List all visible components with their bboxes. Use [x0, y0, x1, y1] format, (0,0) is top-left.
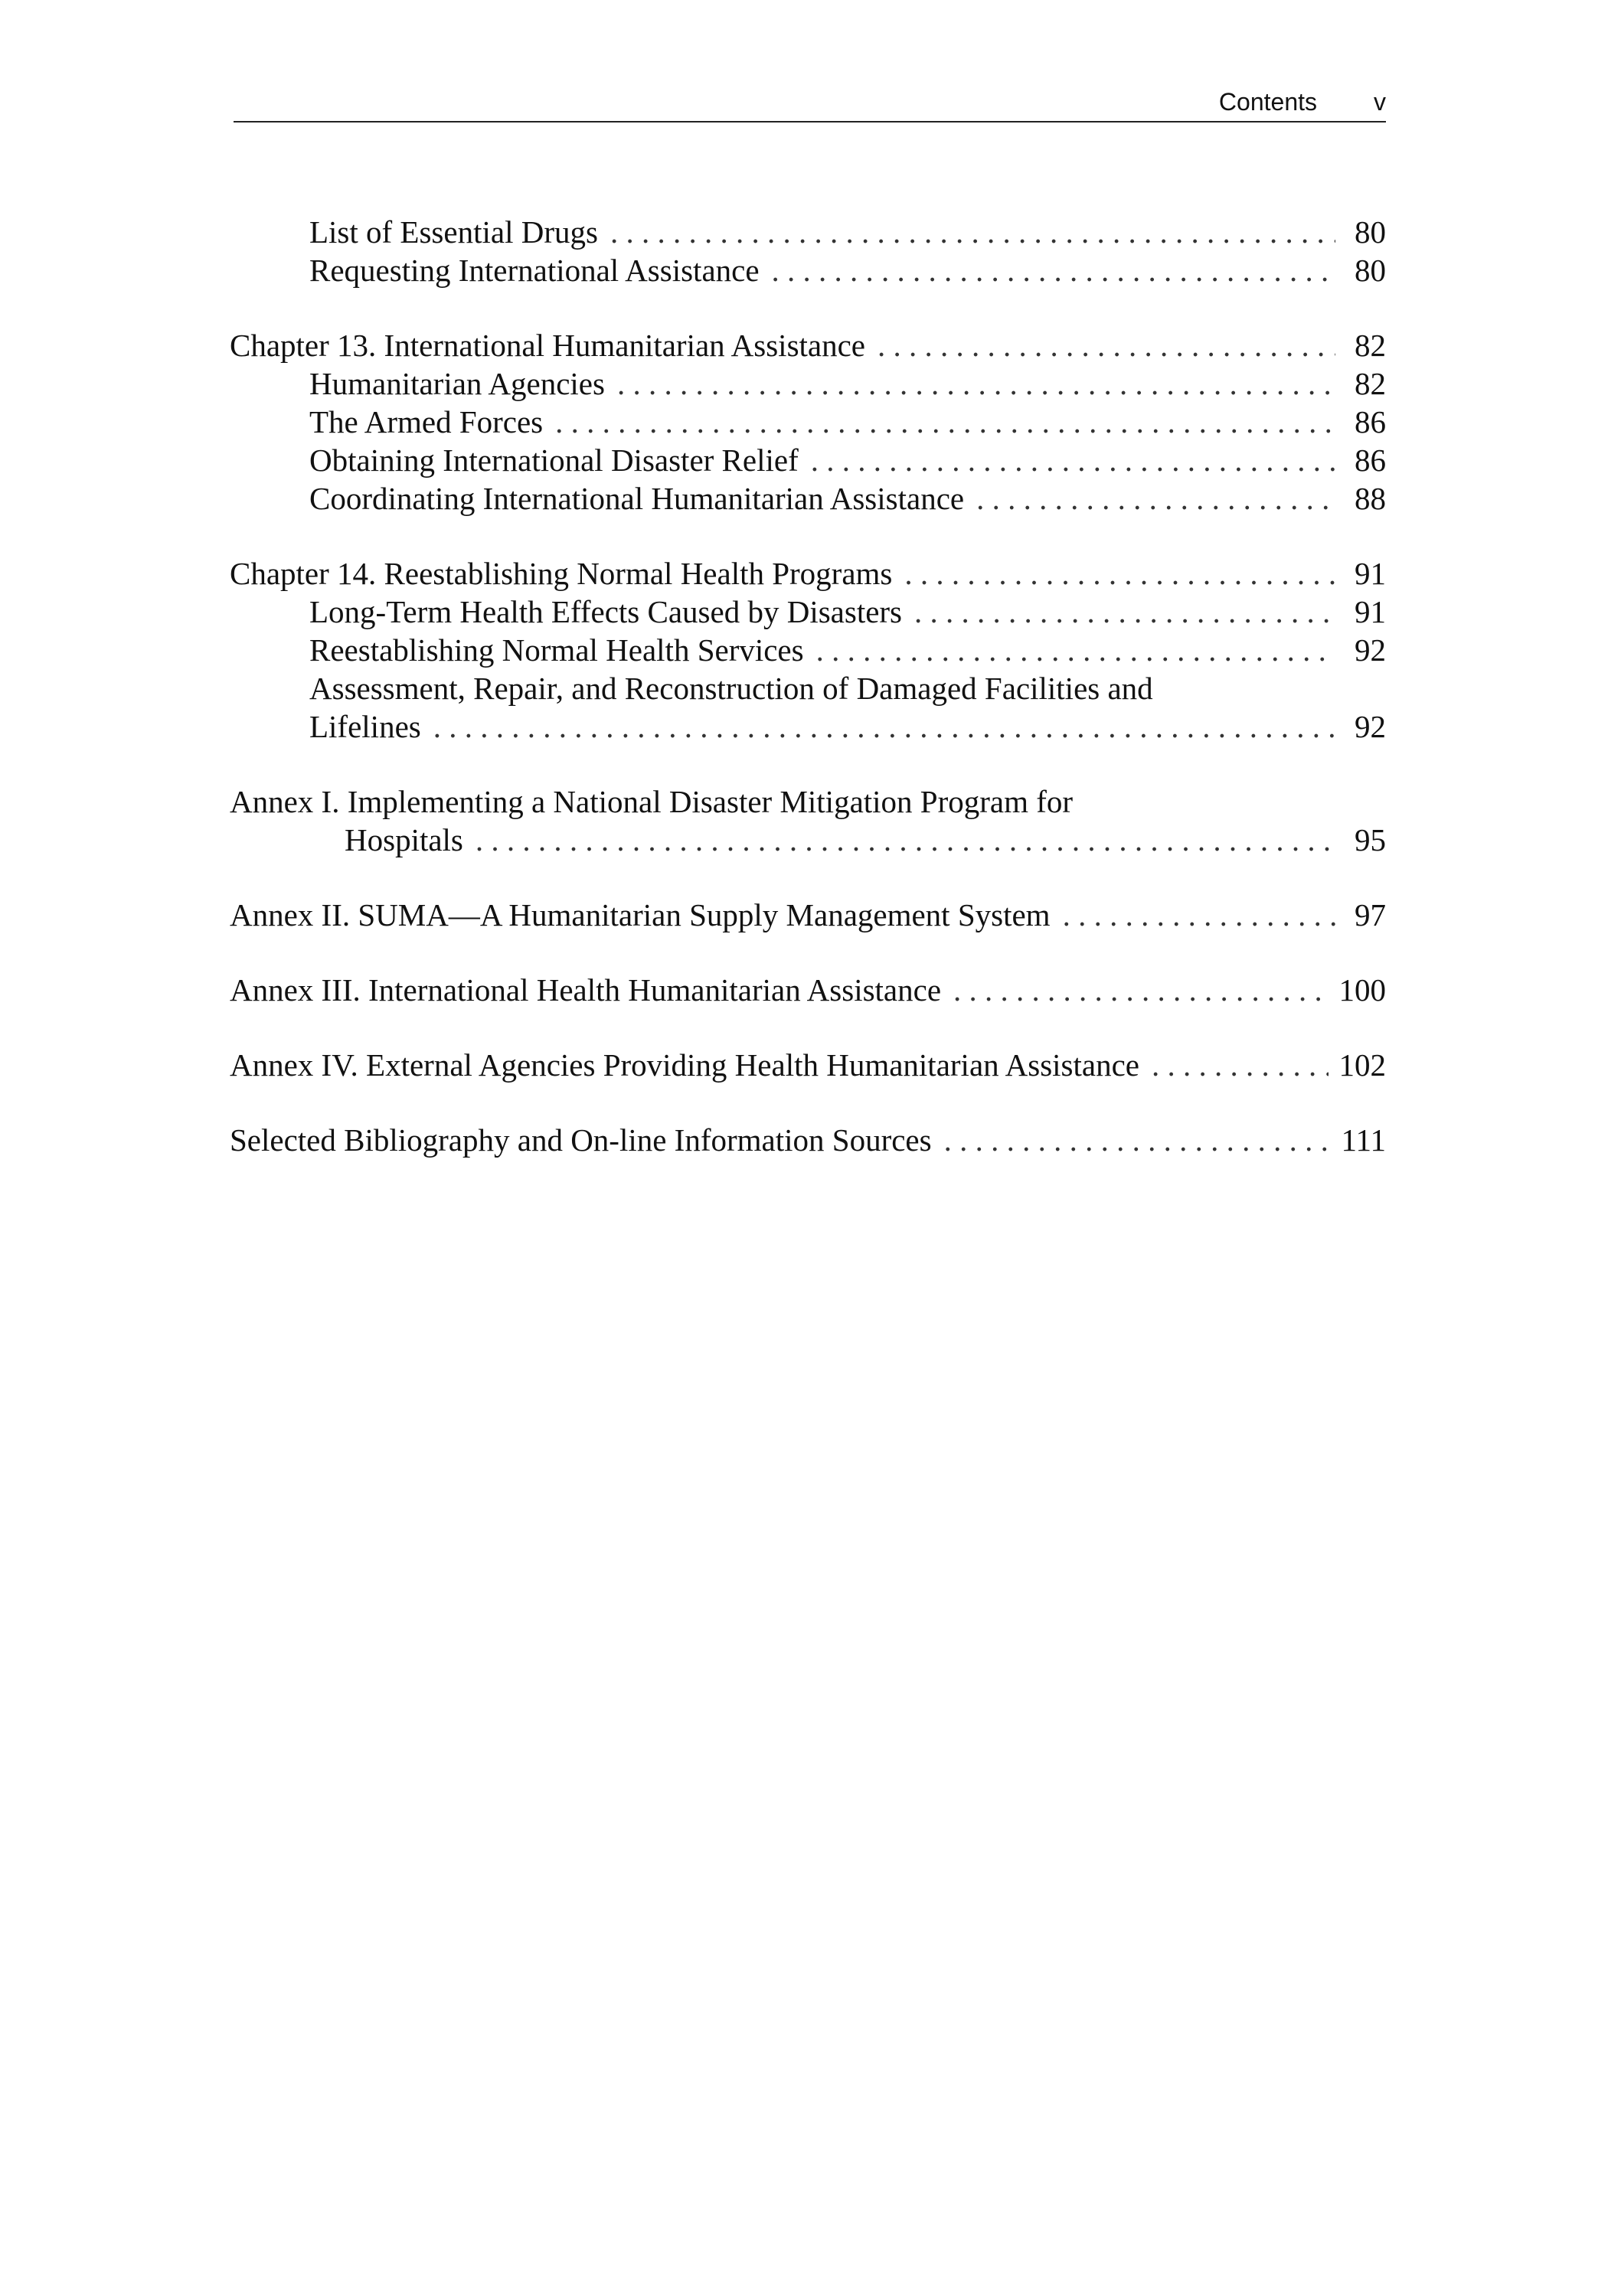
- toc-entry[interactable]: [230, 441, 1386, 479]
- toc-chapter-page: 82: [1355, 328, 1386, 363]
- toc-bibliography-title: Selected Bibliography and On-line Information Sources: [230, 1122, 932, 1158]
- toc-annex-title-line2: Hospitals: [345, 822, 463, 857]
- toc-entry-page: 80: [1355, 253, 1386, 288]
- toc-entry-page: 88: [1355, 481, 1386, 516]
- toc-chapter-heading[interactable]: [230, 326, 1386, 364]
- toc-block-annex-3: [230, 971, 1386, 1009]
- toc-entry-page: 91: [1355, 594, 1386, 629]
- toc-annex-page: 97: [1355, 897, 1386, 932]
- toc-annex-title: Annex III. International Health Humanitarian Assistance: [230, 972, 942, 1008]
- toc-annex-continuation[interactable]: [230, 821, 1386, 859]
- toc-entry-title: Coordinating International Humanitarian Assistance: [309, 481, 965, 516]
- toc-entry-page: 92: [1355, 709, 1386, 744]
- running-head-page-number: v: [1374, 88, 1386, 116]
- toc-annex-title: Annex IV. External Agencies Providing Health Humanitarian Assistance: [230, 1047, 1139, 1083]
- toc-entry-title: Reestablishing Normal Health Services: [309, 632, 804, 668]
- dot-leader: [816, 631, 1335, 669]
- toc-entry-page: 86: [1355, 443, 1386, 478]
- toc-block-chapter-13: [230, 326, 1386, 518]
- dot-leader: [1063, 896, 1335, 934]
- dot-leader: [976, 479, 1335, 518]
- toc-annex-page: 102: [1338, 1047, 1386, 1083]
- toc-block-chapter-14: [230, 554, 1386, 746]
- toc-entry[interactable]: [230, 479, 1386, 518]
- toc-entry-title: Obtaining International Disaster Relief: [309, 443, 799, 478]
- dot-leader: [914, 593, 1335, 631]
- running-head: [234, 83, 1386, 121]
- toc-chapter-page: 91: [1355, 556, 1386, 591]
- toc-entry[interactable]: [230, 631, 1386, 669]
- toc-entry[interactable]: [230, 403, 1386, 441]
- toc-entry-page: 82: [1355, 366, 1386, 401]
- toc-chapter-heading[interactable]: [230, 554, 1386, 593]
- toc-entry-title: Requesting International Assistance: [309, 253, 760, 288]
- dot-leader: [904, 554, 1335, 593]
- toc-block-continued: [230, 213, 1386, 289]
- toc-annex-entry[interactable]: [230, 1046, 1386, 1084]
- toc-annex-page: 95: [1355, 822, 1386, 857]
- dot-leader: [555, 403, 1335, 441]
- toc-block-annex-2: [230, 896, 1386, 934]
- toc-entry[interactable]: [230, 251, 1386, 289]
- toc-annex-title: Annex II. SUMA—A Humanitarian Supply Management System: [230, 897, 1051, 932]
- dot-leader: [433, 707, 1335, 746]
- toc-bibliography-entry[interactable]: [230, 1121, 1386, 1159]
- toc-entry-page: 92: [1355, 632, 1386, 668]
- toc-entry[interactable]: [230, 593, 1386, 631]
- toc-entry-title: The Armed Forces: [309, 404, 544, 439]
- dot-leader: [944, 1121, 1331, 1159]
- toc-entry-title-line2: Lifelines: [309, 709, 421, 744]
- toc-annex-entry[interactable]: [230, 896, 1386, 934]
- toc-entry[interactable]: [230, 364, 1386, 403]
- dot-leader: [1152, 1046, 1329, 1084]
- toc-chapter-title: Chapter 13. International Humanitarian Assistance: [230, 328, 866, 363]
- toc-block-annex-1: [230, 782, 1386, 859]
- dot-leader: [772, 251, 1335, 289]
- toc-chapter-title: Chapter 14. Reestablishing Normal Health Programs: [230, 556, 893, 591]
- toc-annex-page: 100: [1338, 972, 1386, 1008]
- toc-entry-title-line1: Assessment, Repair, and Reconstruction of Damaged Facilities and: [309, 671, 1153, 706]
- dot-leader: [610, 213, 1335, 251]
- dot-leader: [878, 326, 1335, 364]
- toc-entry-page: 80: [1355, 214, 1386, 250]
- dot-leader: [953, 971, 1328, 1009]
- toc-entry-title: Long-Term Health Effects Caused by Disasters: [309, 594, 903, 629]
- toc-annex-entry[interactable]: [230, 971, 1386, 1009]
- table-of-contents: [230, 213, 1386, 1159]
- toc-entry-title: Humanitarian Agencies: [309, 366, 605, 401]
- running-head-title: Contents: [1218, 88, 1317, 116]
- dot-leader: [811, 441, 1335, 479]
- toc-annex-first-line[interactable]: [230, 782, 1386, 821]
- toc-block-annex-4: [230, 1046, 1386, 1084]
- header-rule: [234, 121, 1386, 122]
- dot-leader: [617, 364, 1335, 403]
- toc-entry-first-line[interactable]: [230, 669, 1386, 707]
- toc-entry-continuation[interactable]: [230, 707, 1386, 746]
- toc-block-bibliography: [230, 1121, 1386, 1159]
- toc-entry-title: List of Essential Drugs: [309, 214, 598, 250]
- dot-leader: [476, 821, 1335, 859]
- toc-annex-title-line1: Annex I. Implementing a National Disaster Mitigation Program for: [230, 784, 1074, 819]
- toc-entry[interactable]: [230, 213, 1386, 251]
- toc-bibliography-page: 111: [1341, 1122, 1386, 1158]
- toc-entry-page: 86: [1355, 404, 1386, 439]
